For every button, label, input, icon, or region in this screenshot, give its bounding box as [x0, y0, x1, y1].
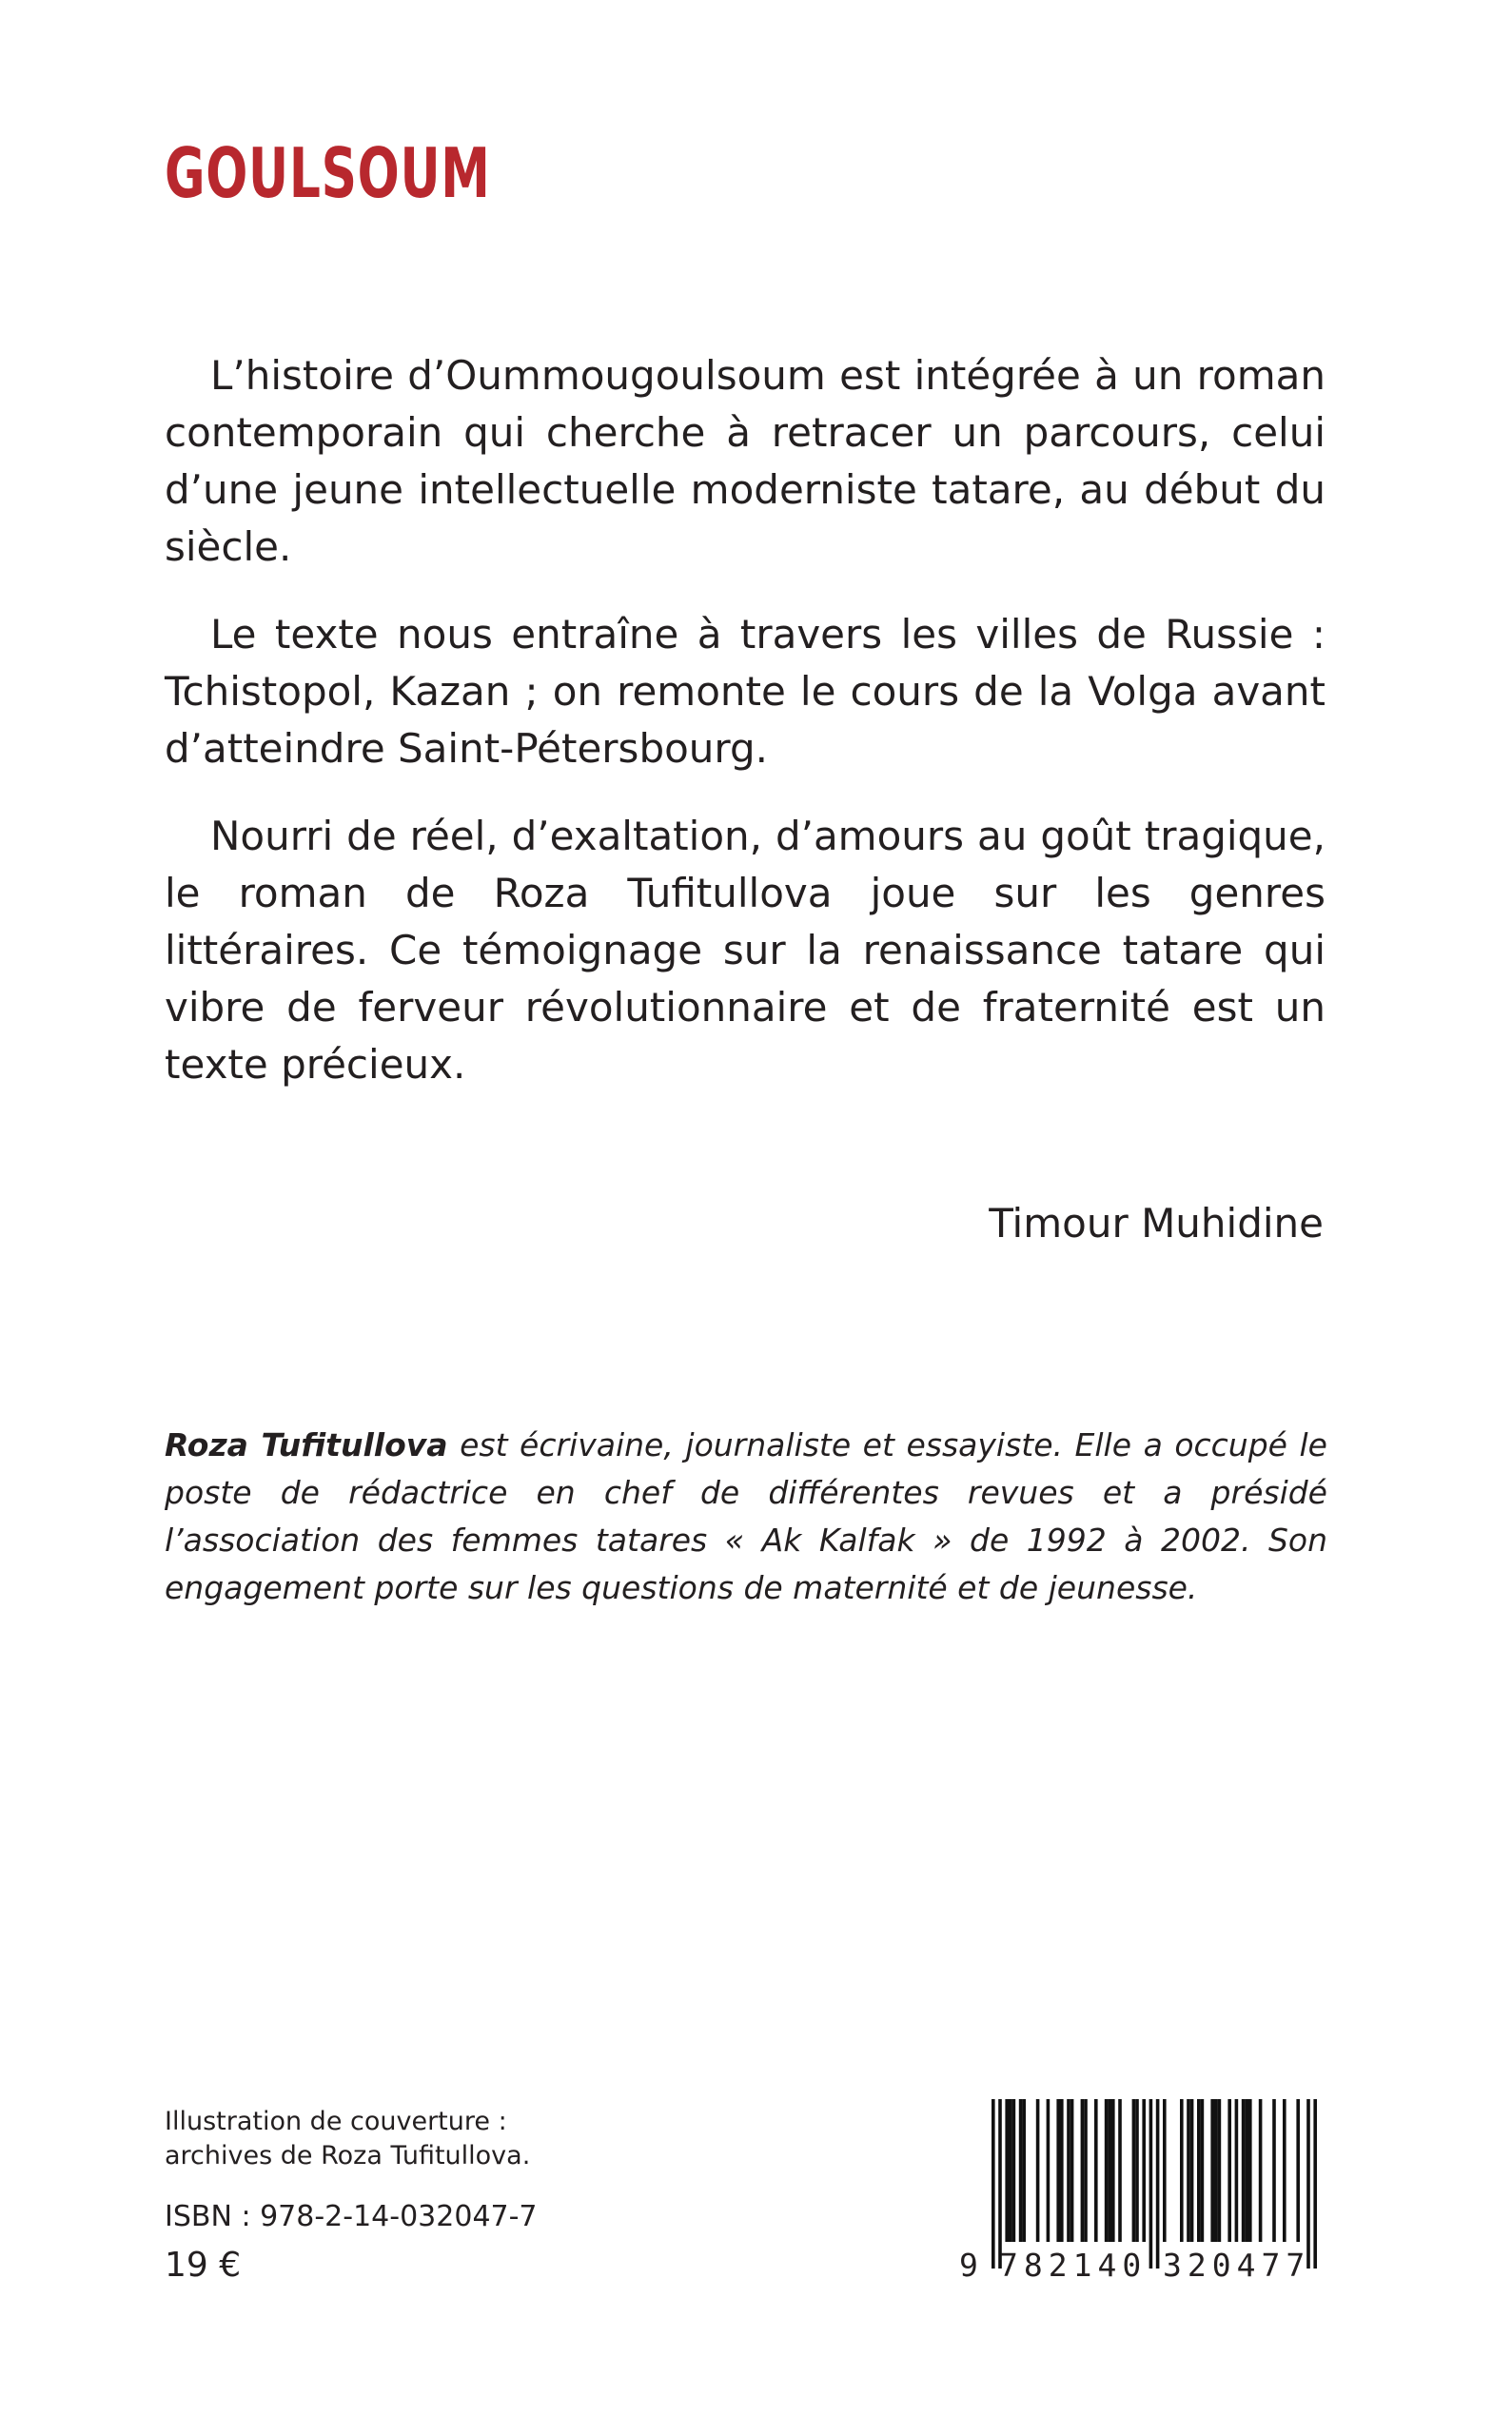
- barcode-bar: [1060, 2099, 1064, 2242]
- book-title: GOULSOUM: [165, 133, 491, 213]
- blurb-paragraph-3: Nourri de réel, d’exaltation, d’amours au goût tragique, le roman de Roza Tufitullova joue sur les genres littéraires. Ce témoignage sur la renaissance tatare qui vibre de ferveur révolutionnaire et de fraternité est un texte précieux.: [165, 813, 1325, 1088]
- barcode-bar: [1201, 2099, 1205, 2242]
- barcode-guard-bar: [1149, 2099, 1153, 2269]
- barcode-bar: [1105, 2099, 1109, 2242]
- barcode-bar: [1118, 2099, 1122, 2242]
- barcode-bar: [1245, 2099, 1248, 2242]
- blurb-paragraph-2: Le texte nous entraîne à travers les villes de Russie : Tchistopol, Kazan ; on remonte le cours de la Volga avant d’atteindre Saint-Pétersbourg.: [165, 611, 1325, 772]
- barcode-bar: [1210, 2099, 1214, 2242]
- barcode: [959, 2099, 1330, 2289]
- barcode-bar: [1135, 2099, 1139, 2242]
- author-bio: [165, 1422, 1327, 1612]
- barcode-guard-bar: [1313, 2099, 1317, 2269]
- barcode-bar: [1142, 2099, 1146, 2242]
- barcode-guard-bar: [992, 2099, 995, 2269]
- barcode-bar: [1180, 2099, 1184, 2242]
- barcode-bar: [1227, 2099, 1231, 2242]
- barcode-bar: [1111, 2099, 1115, 2242]
- barcode-bar: [1070, 2099, 1074, 2242]
- back-cover-blurb: [165, 347, 1325, 1124]
- cover-illustration-credit: [165, 2105, 530, 2173]
- barcode-bar: [1067, 2099, 1070, 2242]
- barcode-bar: [1259, 2099, 1263, 2242]
- barcode-bar: [1019, 2099, 1023, 2242]
- barcode-right-group: 320477: [1163, 2247, 1311, 2284]
- barcode-bar: [1022, 2099, 1026, 2242]
- barcode-bar: [1296, 2099, 1300, 2242]
- barcode-bar: [1036, 2099, 1040, 2242]
- barcode-lead-digit: 9: [959, 2247, 978, 2284]
- credit-line-2: archives de Roza Tufitullova.: [165, 2141, 531, 2170]
- barcode-bar: [1283, 2099, 1286, 2242]
- barcode-bar: [1248, 2099, 1252, 2242]
- barcode-bar: [1272, 2099, 1276, 2242]
- blurb-signature: Timour Muhidine: [989, 1200, 1324, 1247]
- barcode-bar: [1214, 2099, 1218, 2242]
- barcode-bar: [1056, 2099, 1060, 2242]
- barcode-bar: [1047, 2099, 1051, 2242]
- barcode-bar: [1197, 2099, 1201, 2242]
- barcode-guard-bar: [1306, 2099, 1310, 2269]
- barcode-bar: [1190, 2099, 1194, 2242]
- author-name: Roza Tufitullova: [165, 1426, 448, 1463]
- barcode-bar: [1009, 2099, 1012, 2242]
- barcode-digits: [959, 2245, 1330, 2287]
- barcode-bar: [1187, 2099, 1190, 2242]
- barcode-bar: [1108, 2099, 1111, 2242]
- barcode-guard-bar: [1156, 2099, 1160, 2269]
- barcode-bar: [1163, 2099, 1167, 2242]
- barcode-bar: [1081, 2099, 1085, 2242]
- barcode-bar: [1094, 2099, 1098, 2242]
- barcode-guard-bar: [998, 2099, 1002, 2269]
- blurb-paragraph-1: L’histoire d’Oummougoulsoum est intégrée à un roman contemporain qui cherche à retracer un parcours, celui d’une jeune intellectuelle moderniste tatare, au début du siècle.: [165, 352, 1325, 570]
- barcode-bar: [1235, 2099, 1239, 2242]
- author-bio-text: est écrivaine, journaliste et essayiste. Elle a occupé le poste de rédactrice en chef de différentes revues et a présidé l’association des femmes tatares « Ak Kalfak » de 1992 à 2002. Son engagement porte sur les questions de maternité et de jeunesse.: [165, 1426, 1327, 1606]
- price: 19 €: [165, 2246, 242, 2285]
- isbn: ISBN : 978-2-14-032047-7: [165, 2200, 538, 2233]
- barcode-bar: [1012, 2099, 1016, 2242]
- credit-line-1: Illustration de couverture :: [165, 2107, 507, 2136]
- barcode-bar: [1005, 2099, 1009, 2242]
- barcode-bar: [1132, 2099, 1136, 2242]
- barcode-bar: [1242, 2099, 1246, 2242]
- barcode-left-group: 782140: [999, 2247, 1148, 2284]
- barcode-bar: [1084, 2099, 1088, 2242]
- barcode-bar: [1218, 2099, 1222, 2242]
